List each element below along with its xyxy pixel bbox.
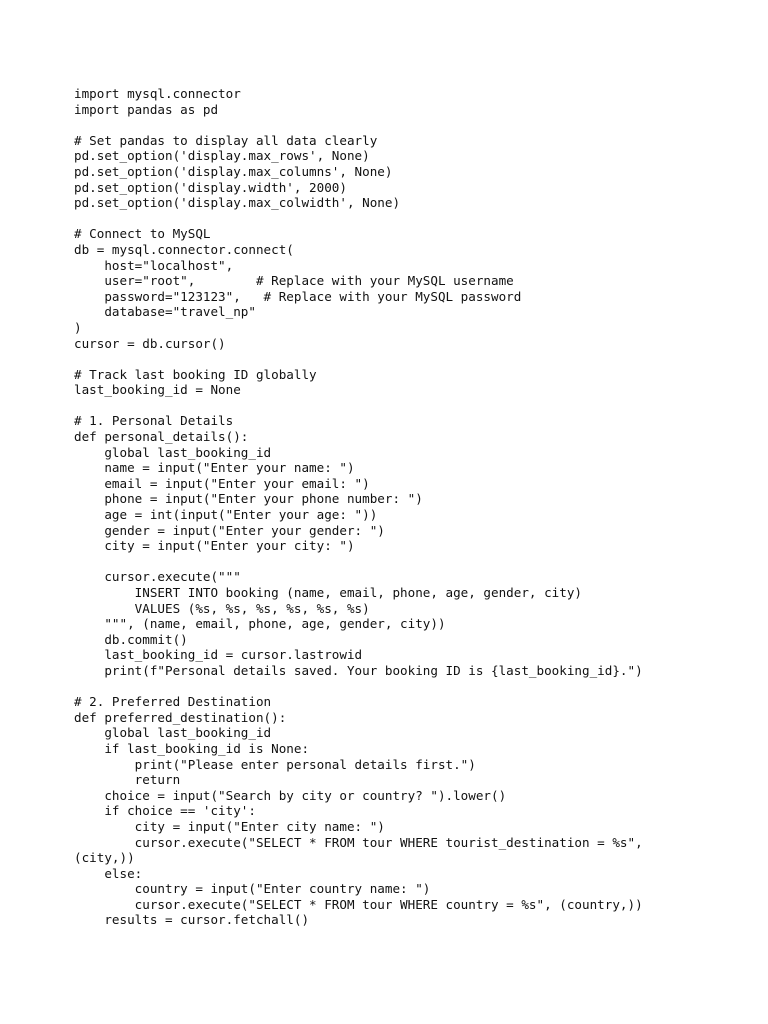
code-line	[74, 351, 754, 367]
code-line: import mysql.connector	[74, 86, 241, 101]
code-line: print("Please enter personal details first.")	[74, 756, 476, 772]
code-line: last_booking_id = cursor.lastrowid	[74, 647, 363, 663]
code-line	[74, 554, 754, 570]
code-line: # Track last booking ID globally	[74, 366, 317, 382]
code-line: else:	[74, 865, 143, 881]
code-line	[74, 211, 754, 227]
code-line: )	[74, 319, 82, 335]
code-line: pd.set_option('display.width', 2000)	[74, 179, 347, 195]
code-line: VALUES (%s, %s, %s, %s, %s, %s)	[74, 600, 370, 616]
code-line: db.commit()	[74, 631, 188, 647]
code-line: results = cursor.fetchall()	[74, 912, 310, 928]
code-line	[74, 117, 754, 133]
code-listing	[74, 86, 754, 928]
code-line	[74, 398, 754, 414]
code-line: name = input("Enter your name: ")	[74, 460, 355, 476]
code-line: last_booking_id = None	[74, 382, 241, 398]
code-line: database="travel_np"	[74, 304, 256, 320]
code-line: pd.set_option('display.max_columns', None)	[74, 163, 393, 179]
code-line: cursor.execute("SELECT * FROM tour WHERE country = %s", (country,))	[74, 896, 643, 912]
code-line: email = input("Enter your email: ")	[74, 475, 370, 491]
code-line: # Set pandas to display all data clearly	[74, 132, 378, 148]
code-line: cursor.execute("""	[74, 569, 241, 585]
code-line: city = input("Enter city name: ")	[74, 818, 385, 834]
code-line: user="root", # Replace with your MySQL username	[74, 273, 514, 289]
code-line: return	[74, 772, 181, 788]
code-line: if last_booking_id is None:	[74, 740, 310, 756]
code-line: password="123123", # Replace with your MySQL password	[74, 288, 522, 304]
code-line: global last_booking_id	[74, 444, 272, 460]
code-line: choice = input("Search by city or country? ").lower()	[74, 787, 507, 803]
code-line: """, (name, email, phone, age, gender, city))	[74, 616, 446, 632]
code-line: gender = input("Enter your gender: ")	[74, 522, 385, 538]
code-line: def preferred_destination():	[74, 709, 287, 725]
code-line: phone = input("Enter your phone number: ")	[74, 491, 423, 507]
code-line	[74, 679, 754, 695]
code-line: INSERT INTO booking (name, email, phone, age, gender, city)	[74, 585, 582, 600]
code-line: # 2. Preferred Destination	[74, 694, 272, 710]
code-line: pd.set_option('display.max_colwidth', None)	[74, 195, 401, 211]
code-line: # Connect to MySQL	[74, 226, 211, 242]
code-line: host="localhost",	[74, 257, 234, 273]
code-line: pd.set_option('display.max_rows', None)	[74, 148, 370, 164]
code-line: age = int(input("Enter your age: "))	[74, 507, 378, 523]
code-line: db = mysql.connector.connect(	[74, 241, 294, 257]
code-line: (city,))	[74, 850, 135, 866]
code-line: def personal_details():	[74, 429, 249, 445]
code-line: print(f"Personal details saved. Your booking ID is {last_booking_id}.")	[74, 662, 643, 678]
code-line: cursor.execute("SELECT * FROM tour WHERE tourist_destination = %s",	[74, 834, 643, 850]
code-line: # 1. Personal Details	[74, 413, 234, 429]
code-line: city = input("Enter your city: ")	[74, 538, 355, 554]
code-line: country = input("Enter country name: ")	[74, 881, 431, 897]
code-line: if choice == 'city':	[74, 803, 256, 819]
code-line: import pandas as pd	[74, 101, 219, 117]
code-line: global last_booking_id	[74, 725, 272, 741]
code-line: cursor = db.cursor()	[74, 335, 226, 351]
